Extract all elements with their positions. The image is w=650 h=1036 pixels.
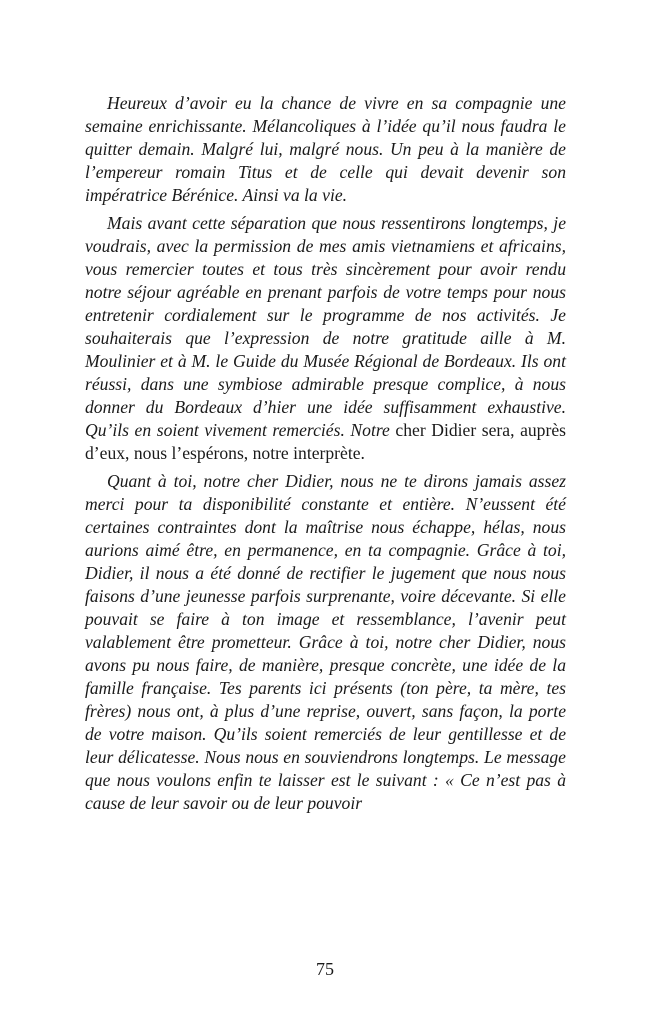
paragraph-1-text: Heureux d’avoir eu la chance de vivre en sa compagnie une semaine enrichissante. Mélancoliques à l’idée qu’il nous faudra le quitter demain. Malgré lui, malgré nous. Un peu à la manière de l’empereur romain Titus et de celle qui devait devenir son impératrice Bérénice. Ainsi va la vie. bbox=[85, 93, 566, 205]
paragraph-1 bbox=[85, 92, 566, 207]
page-number: 75 bbox=[316, 959, 334, 979]
page-body bbox=[85, 92, 566, 820]
paragraph-3-text: Quant à toi, notre cher Didier, nous ne te dirons jamais assez merci pour ta disponibilité constante et entière. N’eussent été certaines contraintes dont la maîtrise nous échappe, hélas, nous aurions aimé être, en permanence, en ta compagnie. Grâce à toi, Didier, il nous a été donné de rectifier le jugement que nous nous faisons d’une jeunesse parfois surprenante, voire décevante. Si elle pouvait se faire à ton image et ressemblance, l’avenir peut valablement être prometteur. Grâce à toi, notre cher Didier, nous avons pu nous faire, de manière, presque concrète, une idée de la famille française. Tes parents ici présents (ton père, ta mère, tes frères) nous ont, à plus d’une reprise, ouvert, sans façon, la porte de votre maison. Qu’ils soient remerciés de leur gentillesse et de leur délicatesse. Nous nous en souviendrons longtemps. Le message que nous voulons enfin te laisser est le suivant : « Ce n’est pas à cause de leur savoir ou de leur pouvoir bbox=[85, 471, 566, 813]
paragraph-3 bbox=[85, 470, 566, 815]
paragraph-2 bbox=[85, 212, 566, 465]
paragraph-2-italic-text: Mais avant cette séparation que nous ressentirons longtemps, je voudrais, avec la permission de mes amis vietnamiens et africains, vous remercier toutes et tous très sincèrement pour avoir rendu notre séjour agréable en prenant parfois de votre temps pour nous entretenir cordialement sur le programme de nos activités. Je souhaiterais que l’expression de notre gratitude aille à M. Moulinier et à M. le Guide du Musée Régional de Bordeaux. Ils ont réussi, dans une symbiose admirable presque complice, à nous donner du Bordeaux d’hier une idée suffisamment exhaustive. Qu’ils en soient vivement remerciés. Notre bbox=[85, 213, 566, 440]
paragraph-2-roman-text: cher Didier sera, auprès d’eux, nous l’espérons, notre interprète. bbox=[85, 420, 566, 463]
